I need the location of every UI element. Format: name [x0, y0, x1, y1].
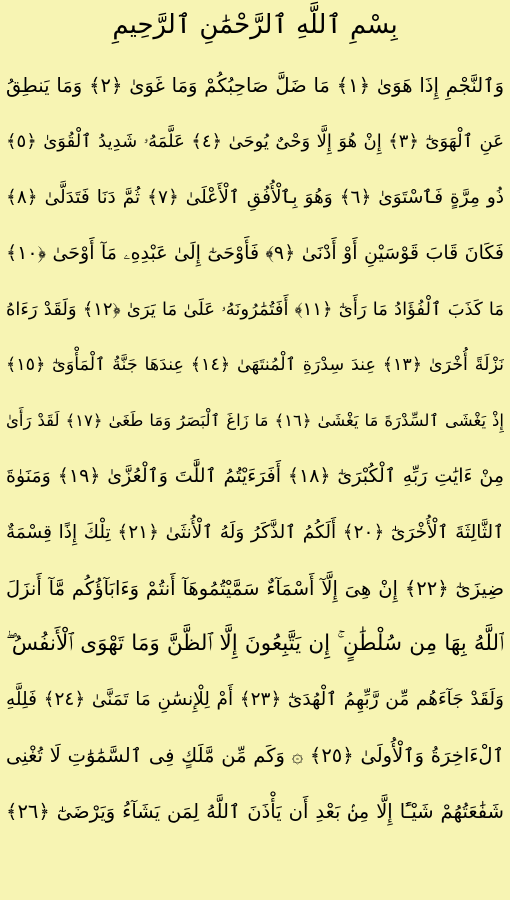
- verse-line: [6, 616, 504, 672]
- verse-line: [6, 58, 504, 114]
- verse-line: [6, 393, 504, 449]
- verse-line: [6, 504, 504, 560]
- verse-line-text: فَكَانَ قَابَ قَوْسَيْنِ أَوْ أَدْنَىٰ ﴿٩﴾ فَأَوْحَىٰٓ إِلَىٰ عَبْدِهِۦ مَآ أَوْحَىٰ ﴿١٠﴾: [6, 242, 504, 265]
- verse-line-text: ٱلثَّالِثَةَ ٱلْأُخْرَىٰٓ ﴿٢٠﴾ أَلَكُمُ ٱلذَّكَرُ وَلَهُ ٱلْأُنثَىٰ ﴿٢١﴾ تِلْكَ إِذًا قِسْمَةٌ: [6, 521, 504, 543]
- verse-line-text: شَفَٰعَتُهُمْ شَيْـًٔا إِلَّا مِنۢ بَعْدِ أَن يَأْذَنَ ٱللَّهُ لِمَن يَشَآءُ وَيَرْضَىٰٓ ﴿٢٦﴾: [6, 799, 504, 823]
- verse-line: [6, 449, 504, 505]
- verse-line-text: وَلَقَدْ جَآءَهُم مِّن رَّبِّهِمُ ٱلْهُدَىٰٓ ﴿٢٣﴾ أَمْ لِلْإِنسَٰنِ مَا تَمَنَّىٰ ﴿٢٤﴾ فَلِلَّهِ: [6, 689, 504, 711]
- verse-line-text: وَٱلنَّجْمِ إِذَا هَوَىٰ ﴿١﴾ مَا ضَلَّ صَاحِبُكُمْ وَمَا غَوَىٰ ﴿٢﴾ وَمَا يَنطِقُ: [6, 74, 504, 98]
- verse-line: [6, 337, 504, 393]
- verse-line-text: ٱلْءَاخِرَةُ وَٱلْأُولَىٰ ﴿٢٥﴾ ۞ وَكَم مِّن مَّلَكٍ فِى ٱلسَّمَٰوَٰتِ لَا تُغْنِى: [6, 743, 504, 767]
- verse-line-text: إِذْ يَغْشَى ٱلسِّدْرَةَ مَا يَغْشَىٰ ﴿١٦﴾ مَا زَاغَ ٱلْبَصَرُ وَمَا طَغَىٰ ﴿١٧﴾ لَقَدْ رَأَىٰ: [6, 411, 504, 431]
- verse-line-text: ذُو مِرَّةٍ فَٱسْتَوَىٰ ﴿٦﴾ وَهُوَ بِٱلْأُفُقِ ٱلْأَعْلَىٰ ﴿٧﴾ ثُمَّ دَنَا فَتَدَلَّىٰ ﴿٨﴾: [6, 186, 504, 208]
- verse-line-text: مِنْ ءَايَٰتِ رَبِّهِ ٱلْكُبْرَىٰٓ ﴿١٨﴾ أَفَرَءَيْتُمُ ٱللَّٰتَ وَٱلْعُزَّىٰ ﴿١٩﴾ وَمَنَوٰةَ: [6, 465, 504, 488]
- verse-line: [6, 783, 504, 839]
- verse-line-text: مَا كَذَبَ ٱلْفُؤَادُ مَا رَأَىٰٓ ﴿١١﴾ أَفَتُمَٰرُونَهُۥ عَلَىٰ مَا يَرَىٰ ﴿١٢﴾ وَلَقَدْ رَءَاهُ: [6, 298, 504, 320]
- verse-line-text: ٱللَّهُ بِهَا مِن سُلْطَٰنٍ ۚ إِن يَتَّبِعُونَ إِلَّا ٱلظَّنَّ وَمَا تَهْوَى ٱلْأَنفُسُ ۖ: [6, 631, 504, 657]
- verse-line: [6, 114, 504, 170]
- verse-line-text: عَنِ ٱلْهَوَىٰٓ ﴿٣﴾ إِنْ هُوَ إِلَّا وَحْىٌ يُوحَىٰ ﴿٤﴾ عَلَّمَهُۥ شَدِيدُ ٱلْقُوَىٰ ﴿٥﴾: [6, 131, 504, 153]
- verse-lines: [6, 58, 504, 839]
- verse-line-text: نَزْلَةً أُخْرَىٰ ﴿١٣﴾ عِندَ سِدْرَةِ ٱلْمُنتَهَىٰ ﴿١٤﴾ عِندَهَا جَنَّةُ ٱلْمَأْوَىٰٓ ﴿١٥﴾: [6, 354, 504, 375]
- verse-line-text: ضِيزَىٰٓ ﴿٢٢﴾ إِنْ هِىَ إِلَّآ أَسْمَآءٌ سَمَّيْتُمُوهَآ أَنتُمْ وَءَابَآؤُكُم مَّآ أَنزَلَ: [6, 576, 504, 600]
- verse-line: [6, 728, 504, 784]
- verse-line: [6, 672, 504, 728]
- verse-line: [6, 560, 504, 616]
- verse-line: [6, 170, 504, 226]
- verse-line: [6, 281, 504, 337]
- verse-line: [6, 225, 504, 281]
- basmala: بِسْمِ ٱللَّهِ ٱلرَّحْمَٰنِ ٱلرَّحِيمِ: [112, 10, 398, 40]
